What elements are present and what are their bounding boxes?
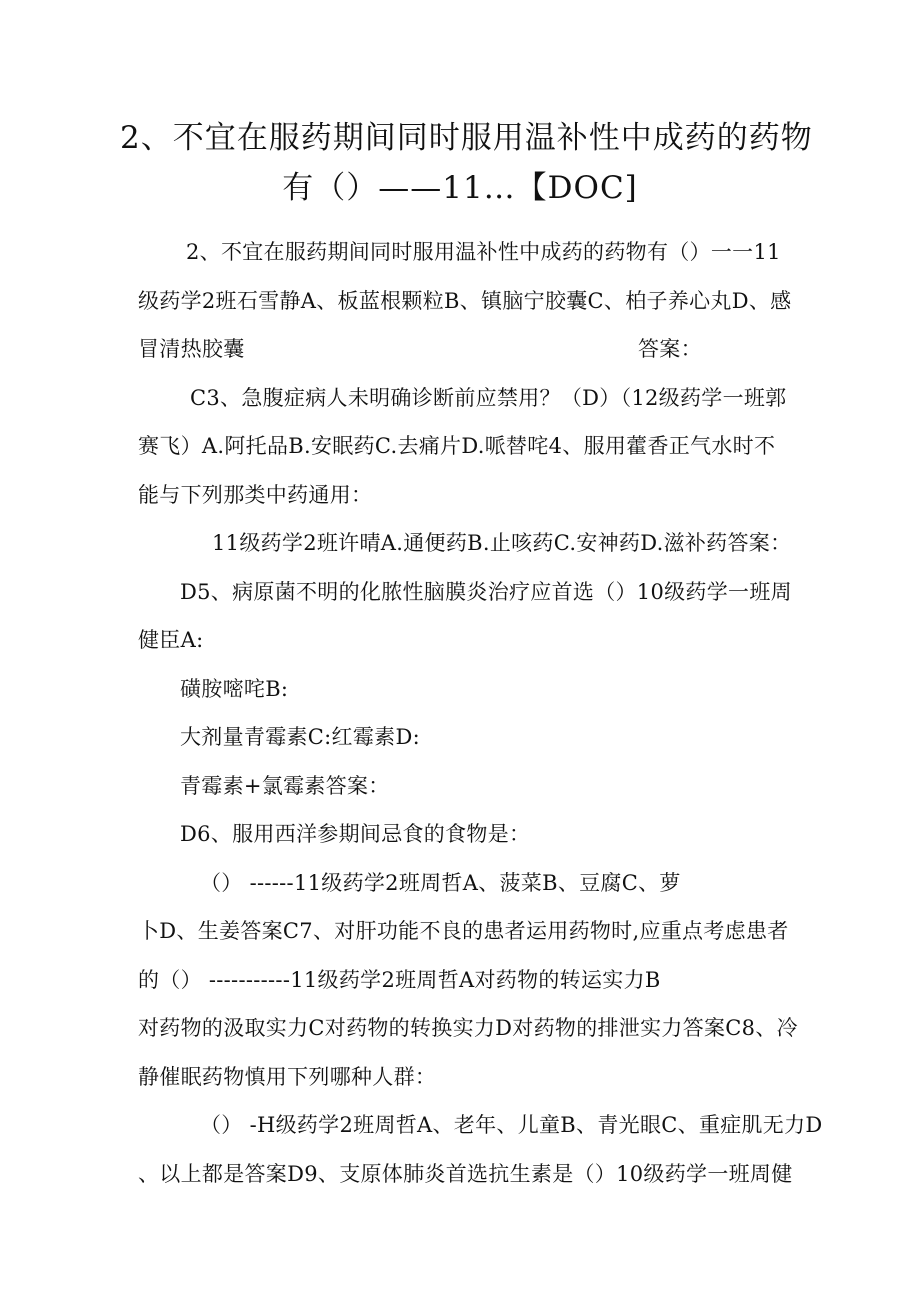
paragraph-line: （） ------11级药学2班周哲A、菠菜B、豆腐C、萝 xyxy=(200,871,681,895)
paragraph-line: 静催眠药物慎用下列哪种人群： xyxy=(138,1065,437,1089)
paragraph-line: D6、服用西洋参期间忌食的食物是： xyxy=(180,822,531,846)
answer-label: 答案： xyxy=(638,337,702,361)
document-title-line-2: 有（）——11…【DOC] xyxy=(282,170,638,206)
paragraph-line: 大剂量青霉素C:红霉素D: xyxy=(180,725,420,749)
paragraph-line: D5、病原菌不明的化脓性脑膜炎治疗应首选（）10级药学一班周 xyxy=(180,580,792,604)
paragraph-line: 级药学2班石雪静A、板蓝根颗粒B、镇脑宁胶囊C、柏子养心丸D、感 xyxy=(138,289,792,313)
paragraph-line: 磺胺嘧咤B: xyxy=(180,677,289,701)
paragraph-line: 健臣A: xyxy=(138,628,204,652)
paragraph-line: 对药物的汲取实力C对药物的转换实力D对药物的排泄实力答案C8、冷 xyxy=(138,1016,798,1040)
paragraph-line: 能与下列那类中药通用： xyxy=(138,483,373,507)
document-title-line-1: 2、不宜在服药期间同时服用温补性中成药的药物 xyxy=(120,120,813,156)
paragraph-line: （） -H级药学2班周哲A、老年、儿童B、青光眼C、重症肌无力D xyxy=(200,1113,823,1137)
paragraph-line: 冒清热胶囊 xyxy=(138,337,245,361)
paragraph-line: 11级药学2班许晴A.通便药B.止咳药C.安神药D.滋补药答案： xyxy=(212,531,792,555)
paragraph-line: 的（） -----------11级药学2班周哲A对药物的转运实力B xyxy=(138,968,661,992)
paragraph-line: 2、不宜在服药期间同时服用温补性中成药的药物有（）一一11 xyxy=(186,240,781,264)
paragraph-line: 赛飞）A.阿托品B.安眠药C.去痛片D.哌替咤4、服用藿香正气水时不 xyxy=(138,434,776,458)
paragraph-line: 卜D、生姜答案C7、对肝功能不良的患者运用药物时,应重点考虑患者 xyxy=(138,919,789,943)
paragraph-line: C3、急腹症病人未明确诊断前应禁用？（D）（12级药学一班郭 xyxy=(190,386,787,410)
paragraph-line: 、以上都是答案D9、支原体肺炎首选抗生素是（）10级药学一班周健 xyxy=(138,1162,793,1186)
paragraph-line: 青霉素+氯霉素答案： xyxy=(180,774,390,798)
